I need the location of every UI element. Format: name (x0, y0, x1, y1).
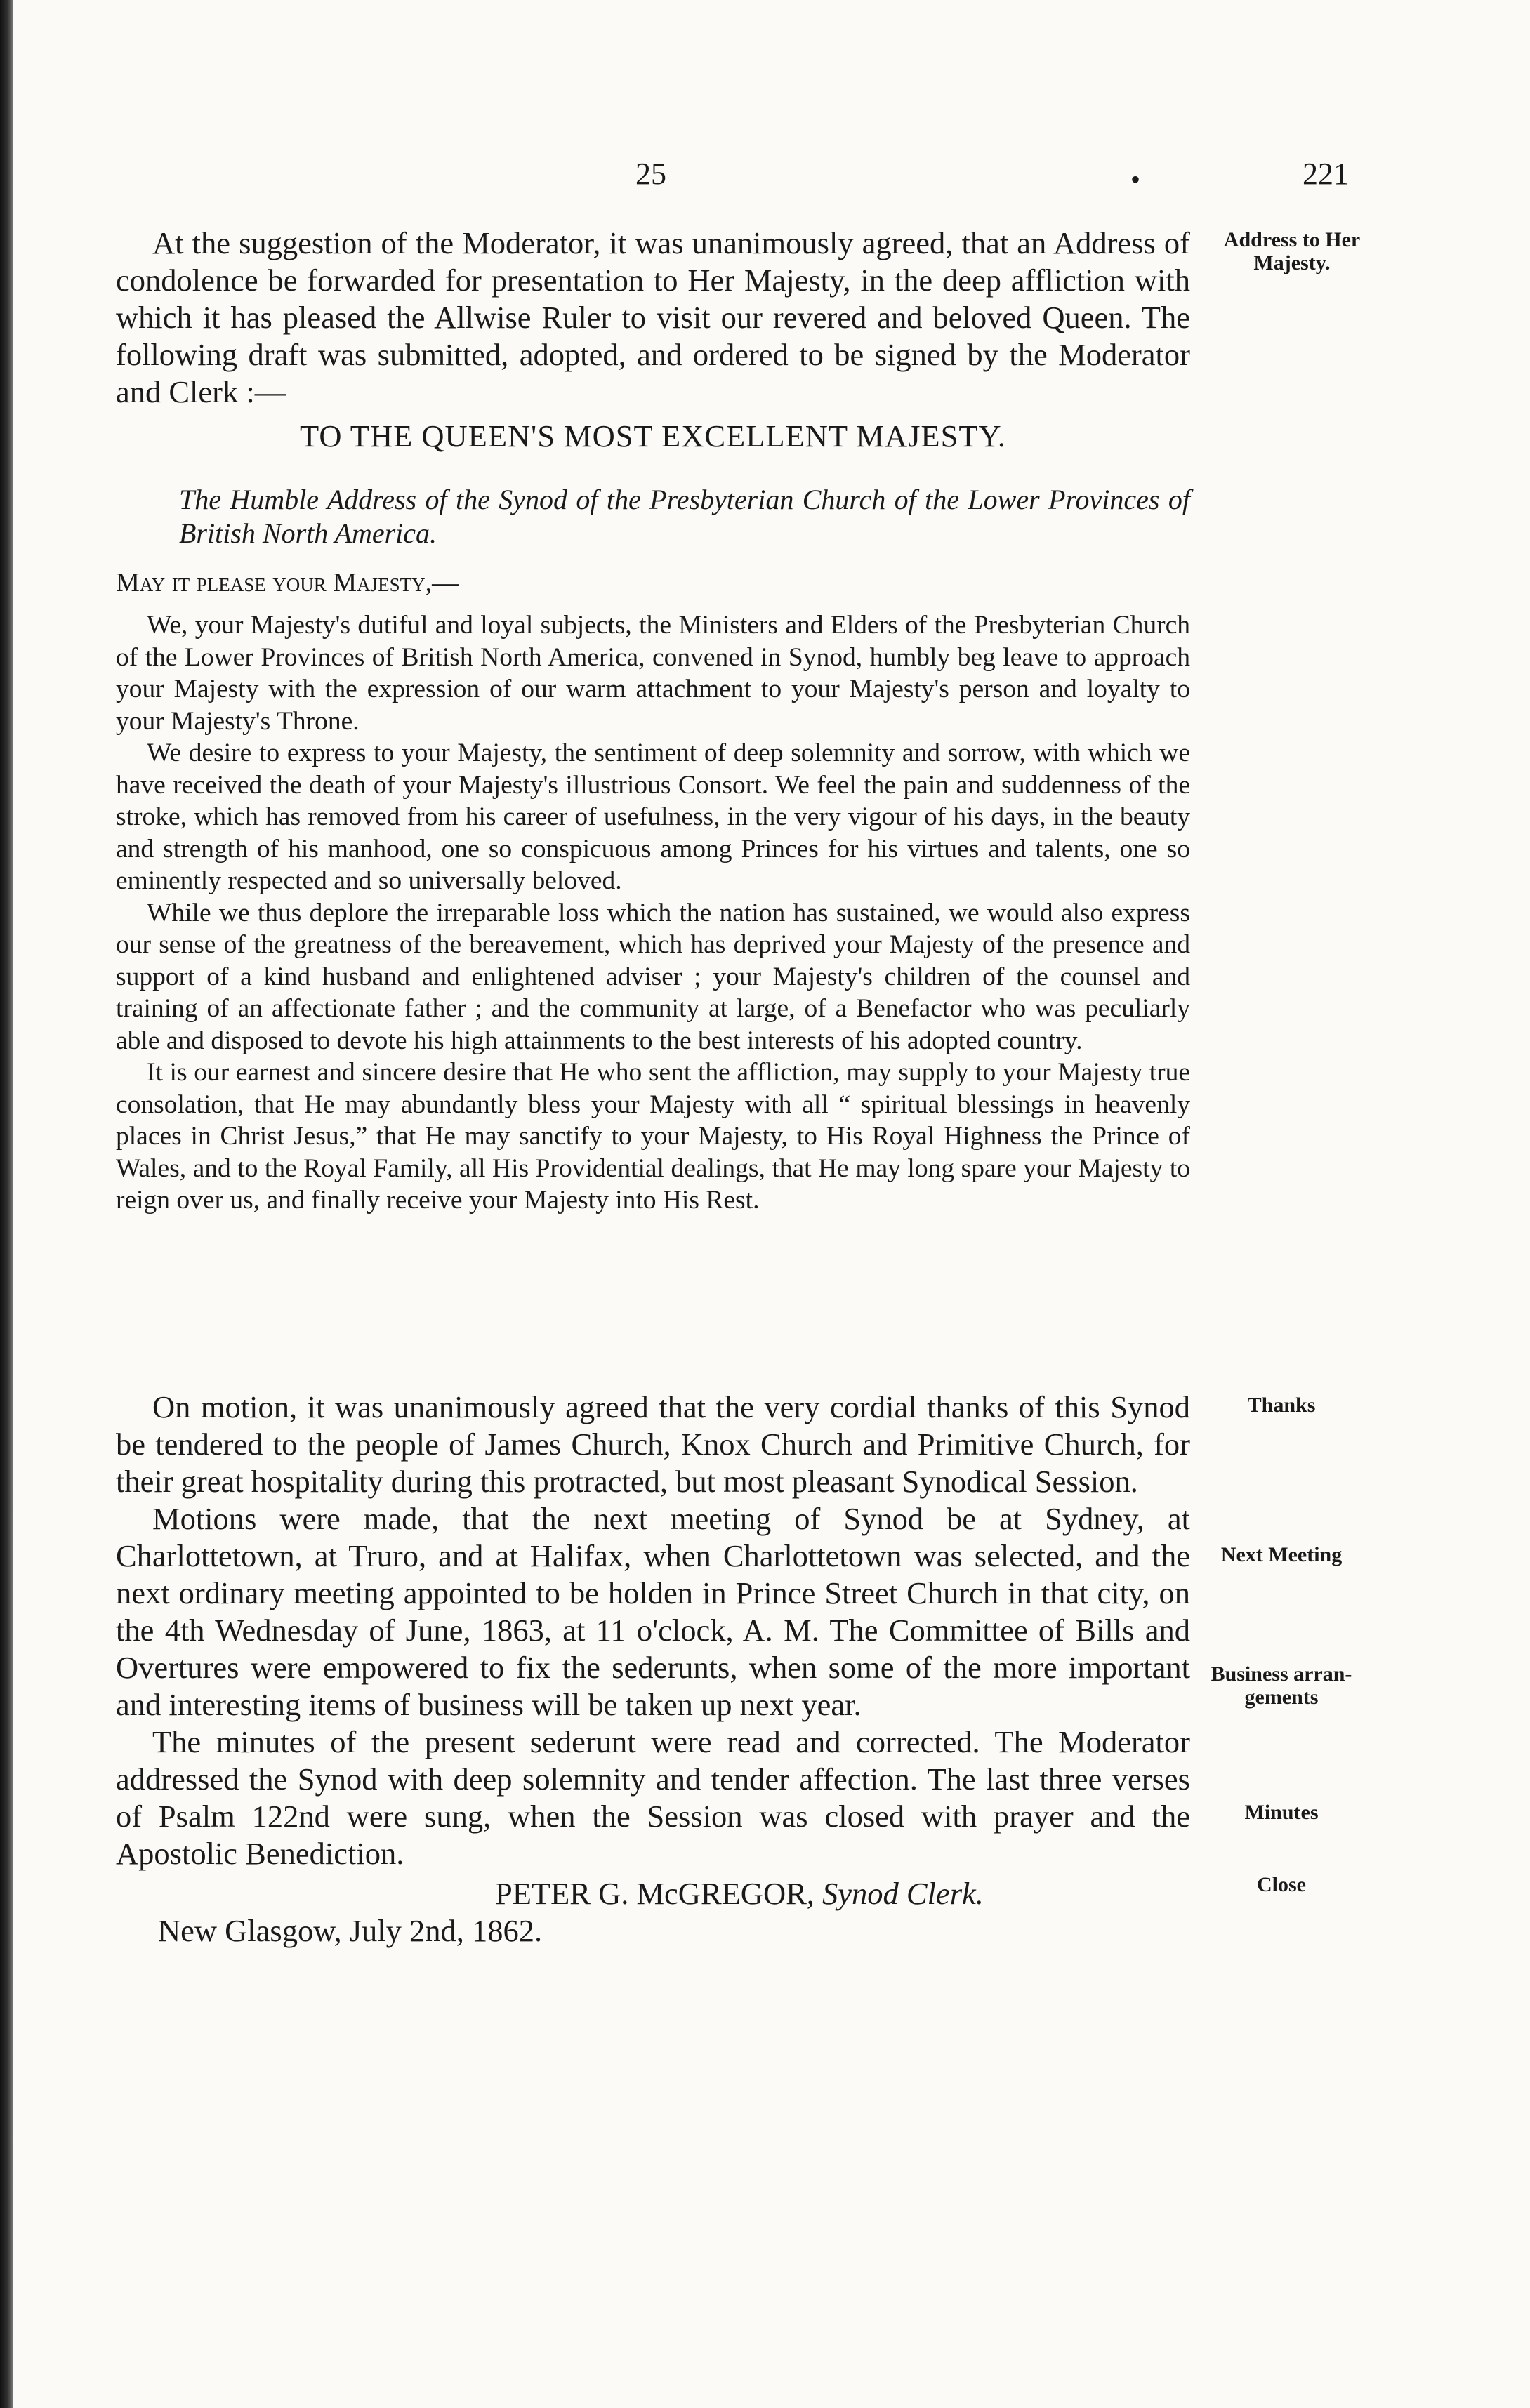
margin-note-close: Close (1257, 1873, 1306, 1896)
closing-block (116, 1389, 1190, 1950)
margin-note-business: Business arran-gements (1211, 1662, 1352, 1709)
margin-note-thanks: Thanks (1247, 1394, 1316, 1417)
address-heading: TO THE QUEEN'S MOST EXCELLENT MAJESTY. (299, 418, 1007, 454)
para-thanks: On motion, it was unanimously agreed that the very cordial thanks of this Synod be tendered to the people of James Church, Knox Church and Primitive Church, for their great hospitality during this protracted, but most pleasant Synodical Session. (116, 1389, 1190, 1499)
margin-note-minutes: Minutes (1244, 1801, 1319, 1824)
signature-title: Synod Clerk. (822, 1876, 984, 1911)
signature-name: PETER G. McGREGOR, (495, 1876, 815, 1911)
address-body (116, 609, 1190, 1217)
address-paragraph-2: We desire to express to your Majesty, the sentiment of deep solemnity and sorrow, with which we have received the death of your Majesty's illustrious Consort. We feel the pain and suddenness of the stroke, which has removed from his career of usefulness, in the very vigour of his days, in the beauty and strength of his manhood, one so conspicuous among Princes for his virtues and talents, one so eminently respected and so universally beloved. (116, 739, 1190, 895)
page-binding-edge (0, 0, 13, 2408)
address-subtitle-block (179, 483, 1190, 550)
margin-note-address: Address to Her Majesty. (1223, 228, 1361, 274)
page-number-right: 221 (1303, 157, 1349, 191)
para-address-intro: At the suggestion of the Moderator, it was unanimously agreed, that an Address of condolence be forwarded for presentation to Her Majesty, in the deep affliction with which it has pleased the Allwise Ruler to visit our revered and beloved Queen. The following draft was submitted, adopted, and ordered to be signed by the Moderator and Clerk :— (116, 225, 1190, 409)
signature (116, 1875, 1190, 1912)
address-subtitle: The Humble Address of the Synod of the Presbyterian Church of the Lower Provinces of British North America. (179, 484, 1190, 549)
address-paragraph-4: It is our earnest and sincere desire that He who sent the affliction, may supply to your Majesty true consolation, that He may abundantly bless your Majesty with all “ spiritual blessings in heavenly places in Christ Jesus,” that He may sanctify to your Majesty, to His Royal Highness the Prince of Wales, and to the Royal Family, all His Providential dealings, that He may long spare your Majesty to reign over us, and finally receive your Majesty into His Rest. (116, 1058, 1190, 1215)
header-separator: • (1130, 164, 1141, 195)
intro-block (116, 225, 1190, 455)
salutation-block (116, 567, 1190, 600)
para-minutes: The minutes of the present sederunt were read and corrected. The Moderator addressed the Synod with deep solemnity and tender affection. The last three verses of Psalm 122nd were sung, when the Session was closed with prayer and the Apostolic Benediction. (116, 1724, 1190, 1871)
address-paragraph-3: While we thus deplore the irreparable loss which the nation has sustained, we would also express our sense of the greatness of the bereavement, which has deprived your Majesty of the presence and support of a kind husband and enlightened adviser ; your Majesty's children of the counsel and training of an affectionate father ; and the community at large, of a Benefactor who was peculiarly able and disposed to devote his high attainments to the best interests of his adopted country. (116, 898, 1190, 1055)
para-next-meeting: Motions were made, that the next meeting of Synod be at Sydney, at Charlottetown, at Truro, and at Halifax, when Charlottetown was selected, and the next ordinary meeting appointed to be holden in Prince Street Church in that city, on the 4th Wednesday of June, 1863, at 11 o'clock, A. M. The Committee of Bills and Overtures were empowered to fix the sederunts, when some of the more important and interesting items of business will be taken up next year. (116, 1501, 1190, 1722)
page-number-left: 25 (635, 157, 666, 191)
salutation: May it please your Majesty,— (116, 568, 459, 597)
place-date: New Glasgow, July 2nd, 1862. (158, 1913, 543, 1948)
margin-note-next-meeting: Next Meeting (1220, 1543, 1343, 1566)
address-paragraph-1: We, your Majesty's dutiful and loyal subjects, the Ministers and Elders of the Presbyterian Church of the Lower Provinces of British North America, convened in Synod, humbly beg leave to approach your Majesty with the expression of our warm attachment to your Majesty's person and loyalty to your Majesty's Throne. (116, 611, 1190, 736)
